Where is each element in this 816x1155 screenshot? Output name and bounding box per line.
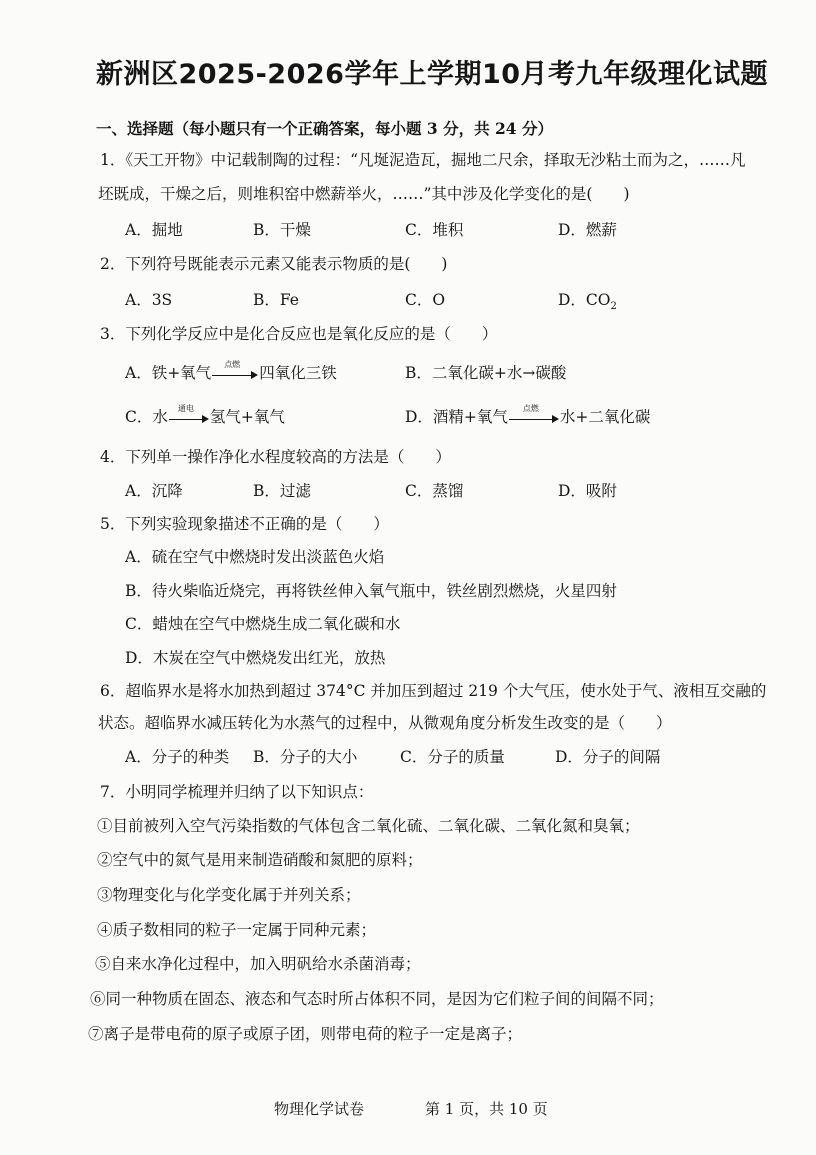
question-5-option-a: A．硫在空气中燃烧时发出淡蓝色火焰 xyxy=(125,548,385,566)
question-2-stem: 2．下列符号既能表示元素又能表示物质的是( ) xyxy=(100,255,448,273)
question-3-option-c xyxy=(125,405,285,427)
reaction-condition: 通电 xyxy=(177,404,194,413)
footer-subject: 物理化学试卷 xyxy=(274,1100,365,1118)
question-2-option-c: C．O xyxy=(405,291,446,309)
question-6-stem-line2: 状态。超临界水减压转化为水蒸气的过程中，从微观角度分析发生改变的是（ ） xyxy=(98,714,672,732)
question-5-option-b: B．待火柴临近烧完，再将铁丝伸入氧气瓶中，铁丝剧烈燃烧，火星四射 xyxy=(125,582,617,600)
knowledge-point-item: ①目前被列入空气污染指数的气体包含二氧化硫、二氧化碳、二氧化氮和臭氧； xyxy=(97,817,640,835)
question-6-option-a: A．分子的种类 xyxy=(125,748,230,766)
reactants: C．水 xyxy=(125,408,168,426)
question-2-option-a: A．3S xyxy=(125,291,173,309)
question-4-stem: 4．下列单一操作净化水程度较高的方法是（ ） xyxy=(100,448,451,466)
question-4-option-a: A．沉降 xyxy=(125,482,183,500)
question-7-stem: 7．小明同学梳理并归纳了以下知识点： xyxy=(100,783,374,801)
question-5-option-c: C．蜡烛在空气中燃烧生成二氧化碳和水 xyxy=(125,615,401,633)
section-heading: 一、选择题（每小题只有一个正确答案，每小题 3 分，共 24 分） xyxy=(96,119,553,138)
question-1-stem-line1: 1．《天工开物》中记载制陶的过程：“凡埏泥造瓦，掘地二尺余，择取无沙粘土而为之，……凡 xyxy=(100,151,746,169)
question-3-option-d xyxy=(405,405,650,427)
question-4-option-b: B．过滤 xyxy=(253,482,311,500)
knowledge-point-item: ⑦离子是带电荷的原子或原子团，则带电荷的粒子一定是离子； xyxy=(88,1025,523,1043)
question-5-option-d: D．木炭在空气中燃烧发出红光，放热 xyxy=(125,649,386,667)
knowledge-point-item: ③物理变化与化学变化属于并列关系； xyxy=(97,886,361,904)
question-2-option-b: B．Fe xyxy=(253,291,299,309)
question-6-option-c: C．分子的质量 xyxy=(400,748,505,766)
subscript: 2 xyxy=(610,301,617,313)
question-3-option-b: B．二氧化碳+水→碳酸 xyxy=(405,364,567,382)
question-1-option-c: C．堆积 xyxy=(405,221,464,239)
question-3-stem: 3．下列化学反应中是化合反应也是氧化反应的是（ ） xyxy=(100,325,498,343)
reaction-condition: 点燃 xyxy=(522,404,539,413)
page-title: 新洲区2025-2026学年上学期10月考九年级理化试题 xyxy=(95,59,769,90)
products: 四氧化三铁 xyxy=(259,364,337,382)
question-1-stem-line2: 坯既成，干燥之后，则堆积窑中燃薪举火，……”其中涉及化学变化的是( ) xyxy=(98,185,630,203)
question-4-option-d: D．吸附 xyxy=(558,482,617,500)
footer-page-number: 第 1 页，共 10 页 xyxy=(425,1100,548,1118)
reactants: A．铁+氧气 xyxy=(125,364,212,382)
knowledge-point-item: ②空气中的氮气是用来制造硝酸和氮肥的原料； xyxy=(97,851,423,869)
reactants: D．酒精+氧气 xyxy=(405,408,508,426)
question-1-option-d: D．燃薪 xyxy=(558,221,617,239)
reaction-condition: 点燃 xyxy=(224,360,241,369)
option-d-text: D．CO xyxy=(558,291,611,309)
reaction-arrow-icon xyxy=(169,404,209,423)
question-4-option-c: C．蒸馏 xyxy=(405,482,464,500)
question-6-stem-line1: 6．超临界水是将水加热到超过 374°C 并加压到超过 219 个大气压，使水处于气、液相互交融的 xyxy=(100,682,767,700)
knowledge-point-item: ④质子数相同的粒子一定属于同种元素； xyxy=(97,921,377,939)
question-1-option-b: B．干燥 xyxy=(253,221,311,239)
question-2-option-d xyxy=(558,288,617,312)
products: 氢气+氧气 xyxy=(209,408,285,426)
question-6-option-d: D．分子的间隔 xyxy=(555,748,661,766)
knowledge-point-item: ⑥同一种物质在固态、液态和气态时所占体积不同，是因为它们粒子间的间隔不同； xyxy=(90,990,664,1008)
reaction-arrow-icon xyxy=(509,404,559,423)
question-3-option-a xyxy=(125,361,337,383)
knowledge-point-item: ⑤自来水净化过程中，加入明矾给水杀菌消毒； xyxy=(95,955,421,973)
question-5-stem: 5．下列实验现象描述不正确的是（ ） xyxy=(100,515,389,533)
question-1-option-a: A．掘地 xyxy=(125,221,183,239)
products: 水+二氧化碳 xyxy=(559,408,651,426)
question-6-option-b: B．分子的大小 xyxy=(253,748,358,766)
reaction-arrow-icon xyxy=(212,360,258,379)
